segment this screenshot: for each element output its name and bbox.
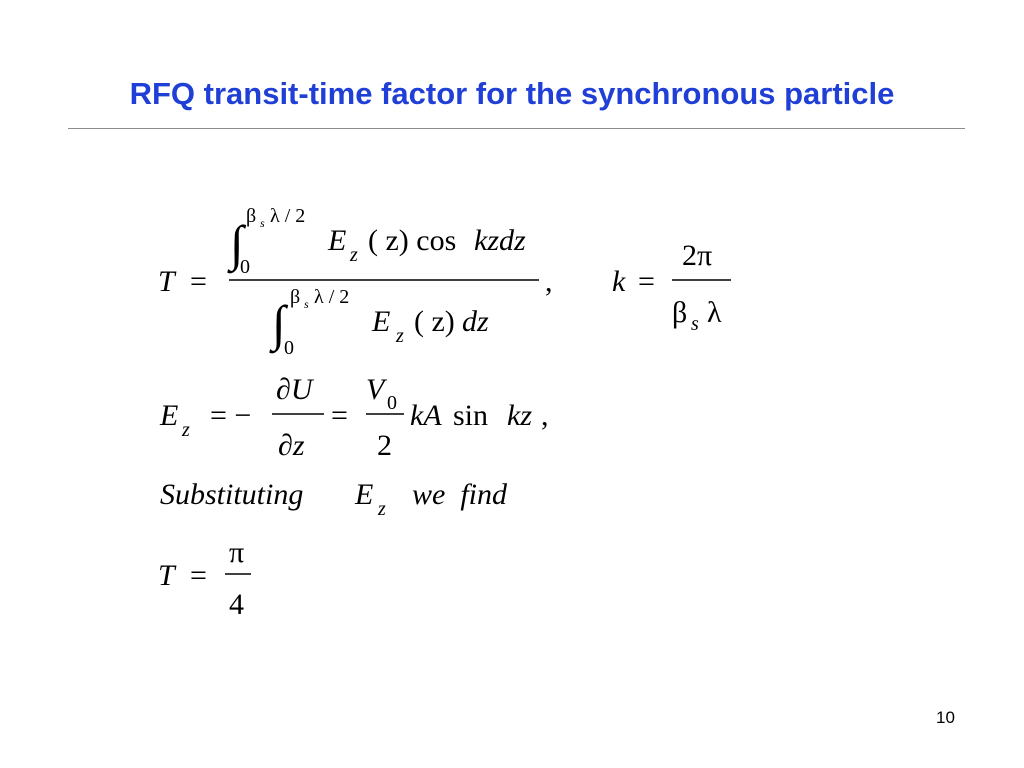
numerator-upper-limit-subscript: s	[260, 216, 265, 230]
transit-time-numerator	[227, 205, 526, 278]
denominator-upper-limit-rest: λ / 2	[314, 286, 350, 308]
numerator-upper-limit-beta: β	[246, 205, 257, 227]
field-partial-numerator: ∂U	[276, 373, 313, 406]
substitution-line	[160, 478, 508, 520]
numerator-lower-limit: 0	[240, 256, 250, 278]
denominator-field-E: E	[372, 305, 391, 338]
field-partial-denominator: ∂z	[278, 429, 305, 462]
result-equals: =	[190, 559, 207, 592]
transit-time-lhs: T	[158, 265, 175, 298]
denominator-upper-limit-subscript: s	[304, 297, 309, 311]
substitution-E: E	[355, 478, 374, 511]
field-voltage-V: V	[366, 373, 385, 406]
transit-time-equation	[158, 205, 553, 359]
numerator-integral-sign: ∫	[230, 215, 244, 271]
field-comma: ,	[541, 399, 549, 432]
k-lhs: k	[612, 265, 626, 298]
denominator-upper-limit-beta: β	[290, 286, 301, 308]
numerator-argument: ( z) cos	[368, 224, 457, 257]
k-equals: =	[638, 265, 655, 298]
substitution-text-before: Substituting	[160, 478, 304, 511]
field-voltage-denominator: 2	[377, 429, 392, 462]
denominator-argument: ( z)	[414, 305, 455, 338]
result-lhs: T	[158, 559, 175, 592]
transit-time-equals: =	[190, 265, 207, 298]
page-number: 10	[936, 708, 955, 727]
transit-time-comma: ,	[545, 265, 553, 298]
field-kz: kz	[507, 399, 532, 432]
denominator-integral-sign: ∫	[272, 295, 286, 351]
field-sin: sin	[453, 399, 489, 432]
numerator-field-E: E	[328, 224, 347, 257]
denominator-field-subscript: z	[396, 325, 404, 347]
slide-title: RFQ transit-time factor for the synchronous particle	[129, 76, 895, 111]
k-denominator-lambda: λ	[707, 296, 722, 329]
substitution-text-after: we find	[412, 478, 507, 511]
k-numerator: 2π	[682, 239, 713, 272]
result-equation	[158, 536, 251, 621]
denominator-lower-limit: 0	[284, 337, 294, 359]
k-denominator-beta: β	[672, 296, 688, 329]
transit-time-denominator	[269, 286, 489, 359]
field-equals-minus: = −	[210, 399, 252, 432]
field-kA: kA	[410, 399, 442, 432]
numerator-field-subscript: z	[350, 244, 358, 266]
substitution-E-subscript: z	[378, 498, 386, 520]
field-equation	[159, 373, 549, 462]
field-equals: =	[331, 399, 348, 432]
numerator-integrand-rest: kzdz	[474, 224, 526, 257]
numerator-upper-limit-rest: λ / 2	[270, 205, 306, 227]
field-voltage-subscript: 0	[387, 392, 397, 414]
field-lhs-subscript: z	[182, 419, 190, 441]
result-denominator: 4	[229, 588, 244, 621]
field-lhs-E: E	[160, 399, 179, 432]
denominator-integrand-rest: dz	[462, 305, 489, 338]
k-definition-equation	[612, 239, 731, 335]
result-numerator: π	[229, 536, 245, 569]
k-denominator-subscript: s	[691, 313, 699, 335]
